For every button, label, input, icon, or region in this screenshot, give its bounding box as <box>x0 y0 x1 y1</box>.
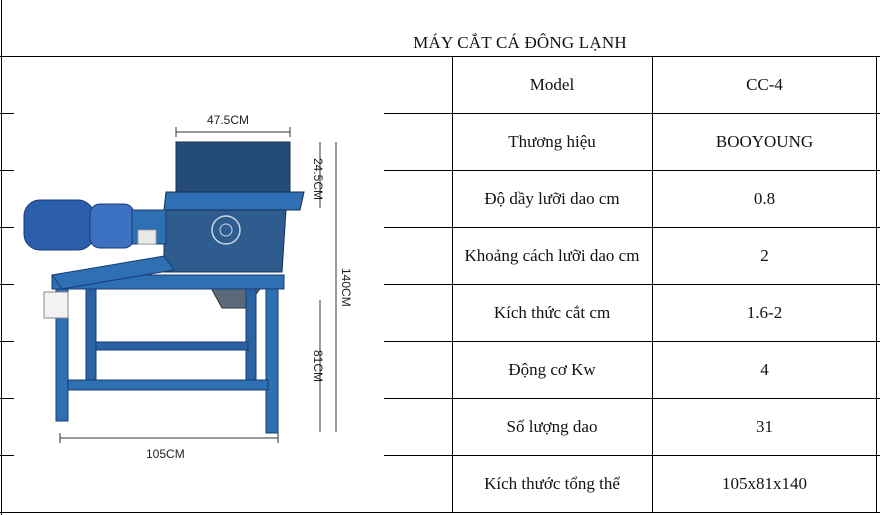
spec-label-model: Model <box>529 75 575 94</box>
spec-label-overall-size: Kích thước tổng thể <box>484 474 620 493</box>
spec-value-model: CC-4 <box>746 75 783 94</box>
spec-label-blade-spacing: Khoảng cách lưỡi dao cm <box>464 246 640 265</box>
spec-value-overall-size: 105x81x140 <box>722 474 807 493</box>
spec-label-blade-thickness: Độ dầy lưỡi dao cm <box>484 189 620 208</box>
spec-label-brand: Thương hiệu <box>508 132 596 151</box>
bottom-border <box>0 512 880 513</box>
left-border <box>1 0 2 515</box>
product-image <box>14 80 384 460</box>
spec-value-brand: BOOYOUNG <box>715 132 814 151</box>
spec-value-cut-size: 1.6-2 <box>746 303 783 322</box>
spec-label-cut-size: Kích thức cắt cm <box>493 303 611 322</box>
spec-value-motor: 4 <box>760 360 769 379</box>
dim-height-total-label: 140CM <box>339 268 353 307</box>
spec-label-motor: Động cơ Kw <box>508 360 596 379</box>
spec-value-blade-spacing: 2 <box>760 246 769 265</box>
dim-height-legs-label: 81CM <box>311 350 325 383</box>
page-title: MÁY CẮT CÁ ĐÔNG LẠNH <box>413 33 627 52</box>
machine-illustration <box>14 80 384 460</box>
dim-length-label: 105CM <box>146 447 185 460</box>
spec-label-blade-count: Số lượng dao <box>506 417 598 436</box>
dim-width-label: 47.5CM <box>207 113 250 127</box>
dim-height-top-label: 24.5CM <box>311 158 325 201</box>
spec-value-blade-count: 31 <box>756 417 773 436</box>
spec-value-blade-thickness: 0.8 <box>753 189 776 208</box>
